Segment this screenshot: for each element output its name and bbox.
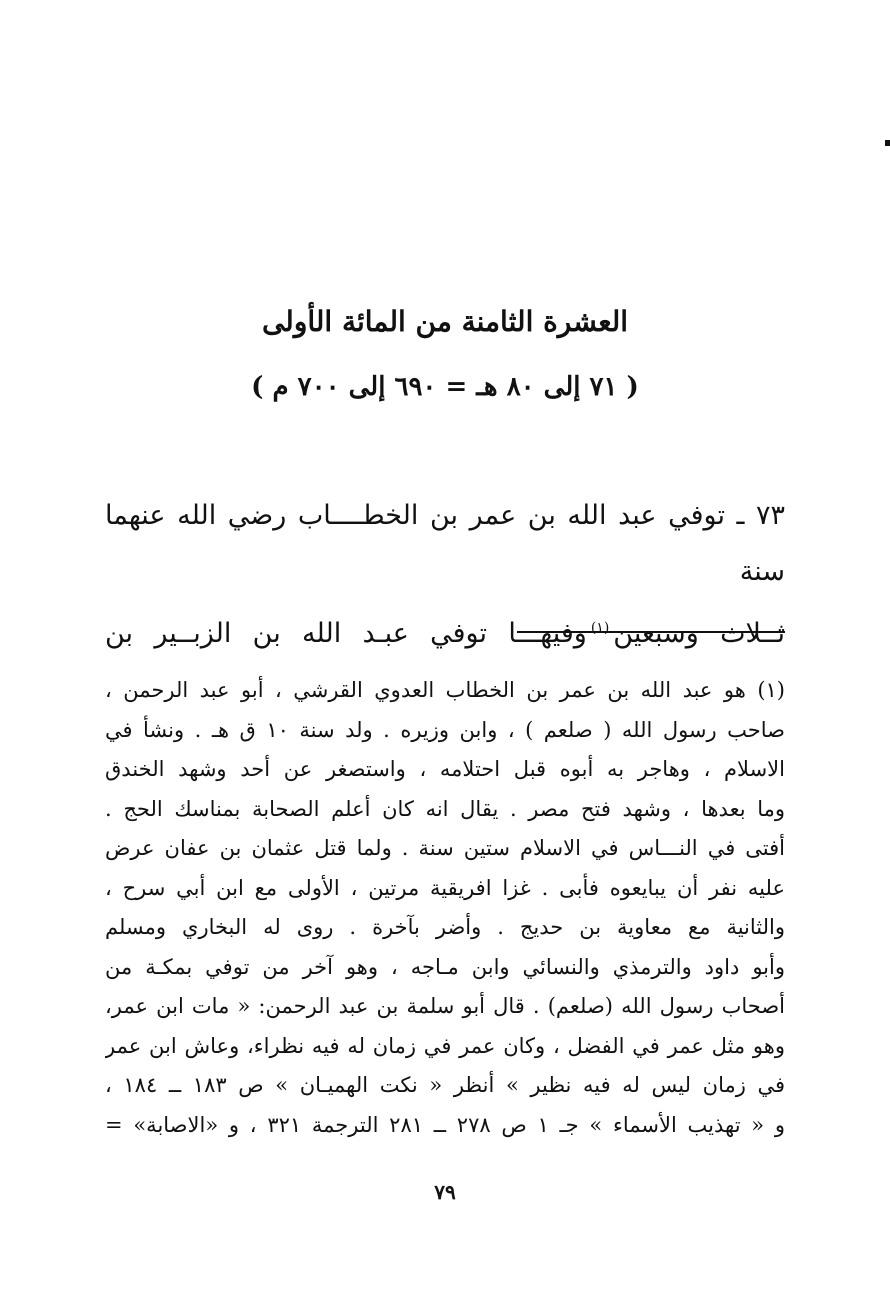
chapter-title: العشرة الثامنة من المائة الأولى [261, 305, 629, 338]
footnote-separator [517, 631, 785, 633]
footnote-line: أفتى في النـــاس في الاسلام ستين سنة . ولما قتل عثمان بن عفان عرض [105, 836, 785, 860]
footnote-line: الاسلام ، وهاجر به أبوه قبل احتلامه ، واستصغر عن أحد وشهد الخندق [105, 757, 785, 781]
footnote-line: صاحب رسول الله ( صلعم ) ، وابن وزيره . ولد سنة ١٠ ق هـ . ونشأ في [105, 717, 785, 742]
chapter-date-range: ( ٧١ إلى ٨٠ هـ = ٦٩٠ إلى ٧٠٠ م ) [251, 372, 639, 402]
entry-line-1: ٧٣ ـ توفي عبد الله بن عمر بن الخطــــاب رضي الله عنهما سنة [105, 500, 785, 587]
footnote-line: عليه نفر أن يبايعوه فأبى . غزا افريقية مرتين ، الأولى مع ابن أبي سرح ، [105, 875, 785, 900]
footnote-1 [105, 671, 785, 1145]
footnote-line: و « تهذيب الأسماء » جـ ١ ص ٢٧٨ ــ ٢٨١ الترجمة ٣٢١ ، و «الاصابة» = [105, 1112, 785, 1137]
footnote-line: والثانية مع معاوية بن حديج . وأضر بآخرة . روى له البخاري ومسلم [105, 915, 785, 939]
footnote-line: وما بعدها ، وشهد فتح مصر . يقال انه كان أعلم الصحابة بمناسك الحج . [105, 796, 785, 821]
entry-line-2-start: ثــلاث وسبعين [613, 618, 785, 649]
entry-line-2-end: وفيهـــا توفي عبـد الله بن الزبــير بن [105, 618, 587, 649]
footnote-line: وأبو داود والترمذي والنسائي وابن مـاجه ، وهو آخر من توفي بمكـة من [105, 954, 785, 979]
footnote-line: في زمان ليس له فيه نظير » أنظر « نكت الهميـان » ص ١٨٣ ــ ١٨٤ ، [105, 1073, 785, 1097]
footnote-line: (١) هو عبد الله بن عمر بن الخطاب العدوي القرشي ، أبو عبد الرحمن ، [105, 678, 785, 702]
footnote-line: وهو مثل عمر في الفضل ، وكان عمر في زمان له فيه نظراء، وعاش ابن عمر [105, 1033, 785, 1058]
scan-edge-mark [885, 140, 890, 146]
footnote-line: أصحاب رسول الله (صلعم) . قال أبو سلمة بن عبد الرحمن: « مات ابن عمر، [105, 994, 785, 1018]
page-number: ٧٩ [434, 1180, 456, 1204]
entry-73 [105, 488, 785, 662]
footnote-reference: (١) [590, 620, 610, 636]
